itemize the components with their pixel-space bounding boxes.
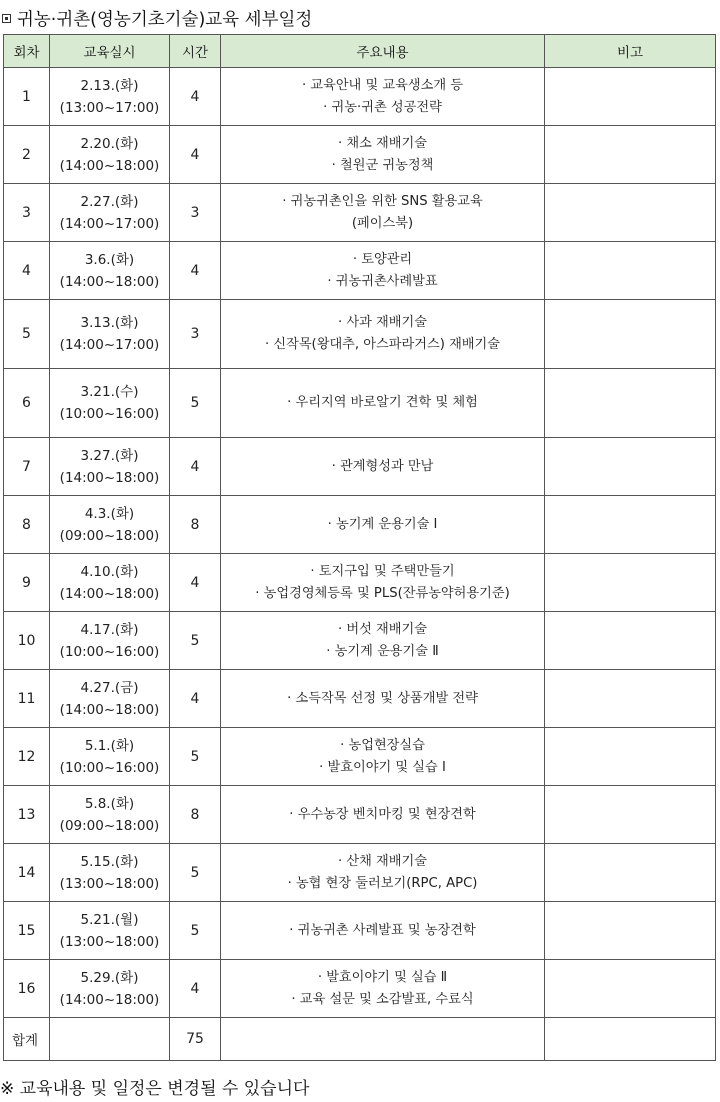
session-date-day: 5.15.(화) xyxy=(80,853,139,870)
content-line: · 소득작목 선정 및 상품개발 전략 xyxy=(287,690,478,706)
session-hours: 3 xyxy=(170,300,221,369)
session-date-time: (14:00~18:00) xyxy=(59,991,160,1008)
session-number: 15 xyxy=(4,902,50,960)
session-content xyxy=(221,242,545,300)
session-hours: 4 xyxy=(170,554,221,612)
session-number: 6 xyxy=(4,369,50,438)
session-content xyxy=(221,369,545,438)
content-line: · 농기계 운용기술 Ⅱ xyxy=(326,643,439,659)
session-date xyxy=(50,554,170,612)
content-line: · 토지구입 및 주택만들기 xyxy=(310,563,455,579)
session-note xyxy=(545,670,716,728)
session-note xyxy=(545,242,716,300)
table-row xyxy=(4,728,716,786)
header-no: 회차 xyxy=(4,35,50,68)
session-hours: 5 xyxy=(170,902,221,960)
content-line: · 농업현장실습 xyxy=(340,737,425,753)
table-row xyxy=(4,68,716,126)
table-row xyxy=(4,438,716,496)
table-row xyxy=(4,184,716,242)
table-row xyxy=(4,670,716,728)
content-line: · 교육 설문 및 소감발표, 수료식 xyxy=(291,991,474,1007)
session-content xyxy=(221,300,545,369)
session-content xyxy=(221,786,545,844)
session-content xyxy=(221,612,545,670)
session-content xyxy=(221,438,545,496)
session-note xyxy=(545,184,716,242)
table-row xyxy=(4,242,716,300)
session-date-day: 4.17.(화) xyxy=(80,621,139,638)
session-date-day: 5.1.(화) xyxy=(84,737,135,754)
session-date-time: (13:00~18:00) xyxy=(59,933,160,950)
content-line: · 버섯 재배기술 xyxy=(337,621,427,637)
table-row xyxy=(4,369,716,438)
session-date-day: 3.13.(화) xyxy=(80,315,139,331)
session-content xyxy=(221,728,545,786)
session-date-day: 4.27.(금) xyxy=(80,679,139,696)
content-line: · 귀농귀촌사례발표 xyxy=(327,273,438,289)
session-hours: 4 xyxy=(170,960,221,1018)
footnote: ※ 교육내용 및 일정은 변경될 수 있습니다 xyxy=(0,1079,310,1099)
session-content xyxy=(221,844,545,902)
session-hours: 5 xyxy=(170,612,221,670)
session-hours: 4 xyxy=(170,126,221,184)
session-content xyxy=(221,184,545,242)
session-date-day: 2.20.(화) xyxy=(80,135,139,152)
content-line: · 우리지역 바로알기 견학 및 체험 xyxy=(287,395,478,410)
session-hours: 4 xyxy=(170,242,221,300)
session-note xyxy=(545,728,716,786)
session-note xyxy=(545,369,716,438)
session-note xyxy=(545,438,716,496)
content-line: · 교육안내 및 교육생소개 등 xyxy=(301,77,464,93)
table-row xyxy=(4,960,716,1018)
session-number: 11 xyxy=(4,670,50,728)
content-line: · 발효이야기 및 실습 Ⅰ xyxy=(319,759,446,775)
session-date-time: (13:00~17:00) xyxy=(59,99,160,116)
session-number: 2 xyxy=(4,126,50,184)
session-date-time: (10:00~16:00) xyxy=(59,406,160,422)
session-hours: 8 xyxy=(170,786,221,844)
session-number: 12 xyxy=(4,728,50,786)
table-row xyxy=(4,300,716,369)
square-bullet-icon xyxy=(2,14,11,23)
session-date-day: 3.21.(수) xyxy=(80,384,139,400)
session-date xyxy=(50,844,170,902)
session-date-day: 5.21.(월) xyxy=(80,911,139,928)
content-line: · 신작목(왕대추, 아스파라거스) 재배기술 xyxy=(264,337,501,352)
table-row xyxy=(4,902,716,960)
session-content xyxy=(221,960,545,1018)
session-hours: 3 xyxy=(170,184,221,242)
session-date-day: 3.6.(화) xyxy=(84,251,135,268)
session-date xyxy=(50,670,170,728)
session-number: 9 xyxy=(4,554,50,612)
content-line: · 농업경영체등록 및 PLS(잔류농약허용기준) xyxy=(255,585,510,601)
session-date xyxy=(50,184,170,242)
content-line: · 농기계 운용기술 Ⅰ xyxy=(327,516,438,532)
session-note xyxy=(545,554,716,612)
session-note xyxy=(545,126,716,184)
session-hours: 8 xyxy=(170,496,221,554)
table-row xyxy=(4,126,716,184)
session-hours: 5 xyxy=(170,728,221,786)
session-date xyxy=(50,786,170,844)
session-hours: 4 xyxy=(170,68,221,126)
content-line: · 발효이야기 및 실습 Ⅱ xyxy=(317,969,448,985)
page-title-text: 귀농·귀촌(영농기초기술)교육 세부일정 xyxy=(17,9,313,30)
session-date-time: (09:00~18:00) xyxy=(59,817,160,834)
session-date-time: (13:00~18:00) xyxy=(59,875,160,892)
session-date xyxy=(50,242,170,300)
content-line: · 귀농귀촌인을 위한 SNS 활용교육 xyxy=(282,193,483,209)
content-line: · 채소 재배기술 xyxy=(337,135,427,151)
table-row xyxy=(4,554,716,612)
table-header-row xyxy=(4,35,716,68)
session-note xyxy=(545,68,716,126)
session-content xyxy=(221,68,545,126)
session-content xyxy=(221,554,545,612)
session-date xyxy=(50,496,170,554)
session-content xyxy=(221,496,545,554)
session-date xyxy=(50,300,170,369)
session-date-time: (14:00~18:00) xyxy=(59,273,160,290)
total-date-cell xyxy=(50,1018,170,1061)
session-note xyxy=(545,300,716,369)
session-date-time: (14:00~18:00) xyxy=(59,157,160,174)
session-hours: 5 xyxy=(170,369,221,438)
content-line: · 토양관리 xyxy=(352,251,413,267)
page-title xyxy=(2,5,312,31)
session-note xyxy=(545,960,716,1018)
total-row xyxy=(4,1018,716,1061)
session-number: 5 xyxy=(4,300,50,369)
table-row xyxy=(4,844,716,902)
session-number: 14 xyxy=(4,844,50,902)
session-number: 3 xyxy=(4,184,50,242)
table-row xyxy=(4,786,716,844)
session-content xyxy=(221,670,545,728)
session-note xyxy=(545,844,716,902)
content-line: · 사과 재배기술 xyxy=(337,315,427,330)
session-date-day: 3.27.(화) xyxy=(80,447,139,464)
total-content-cell xyxy=(221,1018,545,1061)
session-date-time: (14:00~18:00) xyxy=(59,701,160,718)
session-date-day: 5.8.(화) xyxy=(84,795,135,812)
content-line: · 우수농장 벤치마킹 및 현장견학 xyxy=(289,806,476,822)
session-date-day: 2.27.(화) xyxy=(80,193,139,210)
content-line: · 산채 재배기술 xyxy=(337,853,427,869)
content-line: (페이스북) xyxy=(351,215,414,231)
session-date xyxy=(50,126,170,184)
content-line: · 농협 현장 둘러보기(RPC, APC) xyxy=(287,875,478,891)
content-line: · 귀농·귀촌 성공전략 xyxy=(323,99,442,115)
content-line: · 귀농귀촌 사례발표 및 농장견학 xyxy=(289,922,476,938)
session-note xyxy=(545,902,716,960)
session-date-time: (14:00~18:00) xyxy=(59,585,160,602)
session-date-day: 4.10.(화) xyxy=(80,563,139,580)
schedule-table xyxy=(3,34,716,1061)
session-note xyxy=(545,612,716,670)
session-content xyxy=(221,902,545,960)
session-date-time: (10:00~16:00) xyxy=(59,643,160,660)
session-date-time: (14:00~18:00) xyxy=(59,469,160,486)
total-hours: 75 xyxy=(170,1018,221,1061)
session-date xyxy=(50,728,170,786)
session-date xyxy=(50,960,170,1018)
session-date-day: 2.13.(화) xyxy=(80,77,139,94)
session-date-day: 4.3.(화) xyxy=(84,505,135,522)
session-number: 13 xyxy=(4,786,50,844)
session-note xyxy=(545,496,716,554)
session-number: 10 xyxy=(4,612,50,670)
header-hours: 시간 xyxy=(170,35,221,68)
header-date: 교육실시 xyxy=(50,35,170,68)
table-row xyxy=(4,496,716,554)
session-date-time: (10:00~16:00) xyxy=(59,759,160,776)
session-date xyxy=(50,68,170,126)
session-note xyxy=(545,786,716,844)
session-date xyxy=(50,369,170,438)
table-row xyxy=(4,612,716,670)
session-number: 1 xyxy=(4,68,50,126)
session-date xyxy=(50,902,170,960)
session-number: 16 xyxy=(4,960,50,1018)
session-number: 4 xyxy=(4,242,50,300)
session-date xyxy=(50,612,170,670)
session-date-time: (14:00~17:00) xyxy=(59,337,160,353)
session-hours: 4 xyxy=(170,438,221,496)
session-number: 7 xyxy=(4,438,50,496)
header-content: 주요내용 xyxy=(221,35,545,68)
total-note-cell xyxy=(545,1018,716,1061)
total-label: 합계 xyxy=(4,1018,50,1061)
session-date-time: (09:00~18:00) xyxy=(59,527,160,544)
session-date xyxy=(50,438,170,496)
session-hours: 4 xyxy=(170,670,221,728)
session-number: 8 xyxy=(4,496,50,554)
header-note: 비고 xyxy=(545,35,716,68)
session-date-day: 5.29.(화) xyxy=(80,969,139,986)
content-line: · 철원군 귀농정책 xyxy=(331,157,434,173)
session-date-time: (14:00~17:00) xyxy=(59,215,160,232)
session-hours: 5 xyxy=(170,844,221,902)
content-line: · 관계형성과 만남 xyxy=(331,458,434,474)
session-content xyxy=(221,126,545,184)
